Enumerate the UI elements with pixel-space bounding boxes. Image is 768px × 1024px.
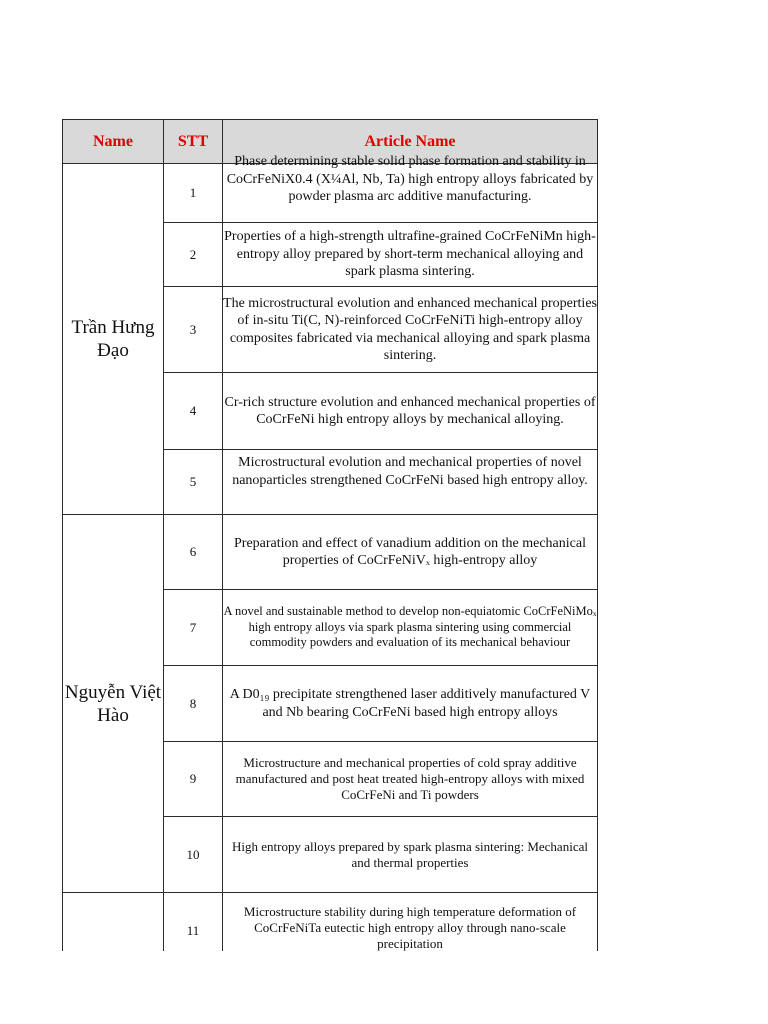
table-row [63,893,598,952]
article-title: Phase determining stable solid phase formation and stability in CoCrFeNiX0.4 (X¼Al, Nb, Ta) high entropy alloys fabricated by powder plasma arc additive manufacturing. [223,164,598,223]
article-title: Microstructure stability during high temperature deformation of CoCrFeNiTa eutectic high entropy alloy through nano-scale precipitation [223,893,598,952]
row-number: 8 [164,666,223,742]
article-title: Preparation and effect of vanadium addition on the mechanical properties of CoCrFeNiVₓ high-entropy alloy [223,515,598,590]
row-number: 4 [164,373,223,450]
articles-table [62,119,598,951]
row-number: 1 [164,164,223,223]
row-number: 6 [164,515,223,590]
row-number: 3 [164,287,223,373]
table-row [63,515,598,590]
header-stt: STT [164,120,223,164]
article-title: A novel and sustainable method to develop non-equiatomic CoCrFeNiMoₓ high entropy alloys via spark plasma sintering using commercial commodity powders and evaluation of its mechanical behaviour [223,590,598,666]
article-title: Microstructure and mechanical properties of cold spray additive manufactured and post heat treated high-entropy alloys with mixed CoCrFeNi and Ti powders [223,742,598,817]
table-row [63,164,598,223]
row-number: 11 [164,893,223,952]
row-number: 2 [164,223,223,287]
row-number: 9 [164,742,223,817]
article-title: High entropy alloys prepared by spark plasma sintering: Mechanical and thermal properties [223,817,598,893]
article-title: The microstructural evolution and enhanced mechanical properties of in-situ Ti(C, N)-reinforced CoCrFeNiTi high-entropy alloy composites fabricated via mechanical alloying and spark plasma sintering. [223,287,598,373]
header-name: Name [63,120,164,164]
row-number: 5 [164,450,223,515]
author-name: Trần Hưng Đạo [63,164,164,515]
article-title: A D0₁₉ precipitate strengthened laser additively manufactured V and Nb bearing CoCrFeNi based high entropy alloys [223,666,598,742]
author-name [63,893,164,952]
article-title: Microstructural evolution and mechanical properties of novel nanoparticles strengthened CoCrFeNi based high entropy alloy. [223,450,598,515]
header-article-name: Article Name [223,120,598,164]
article-title: Properties of a high-strength ultrafine-grained CoCrFeNiMn high-entropy alloy prepared by short-term mechanical alloying and spark plasma sintering. [223,223,598,287]
author-name: Nguyễn Việt Hào [63,515,164,893]
row-number: 7 [164,590,223,666]
article-title: Cr-rich structure evolution and enhanced mechanical properties of CoCrFeNi high entropy alloys by mechanical alloying. [223,373,598,450]
row-number: 10 [164,817,223,893]
